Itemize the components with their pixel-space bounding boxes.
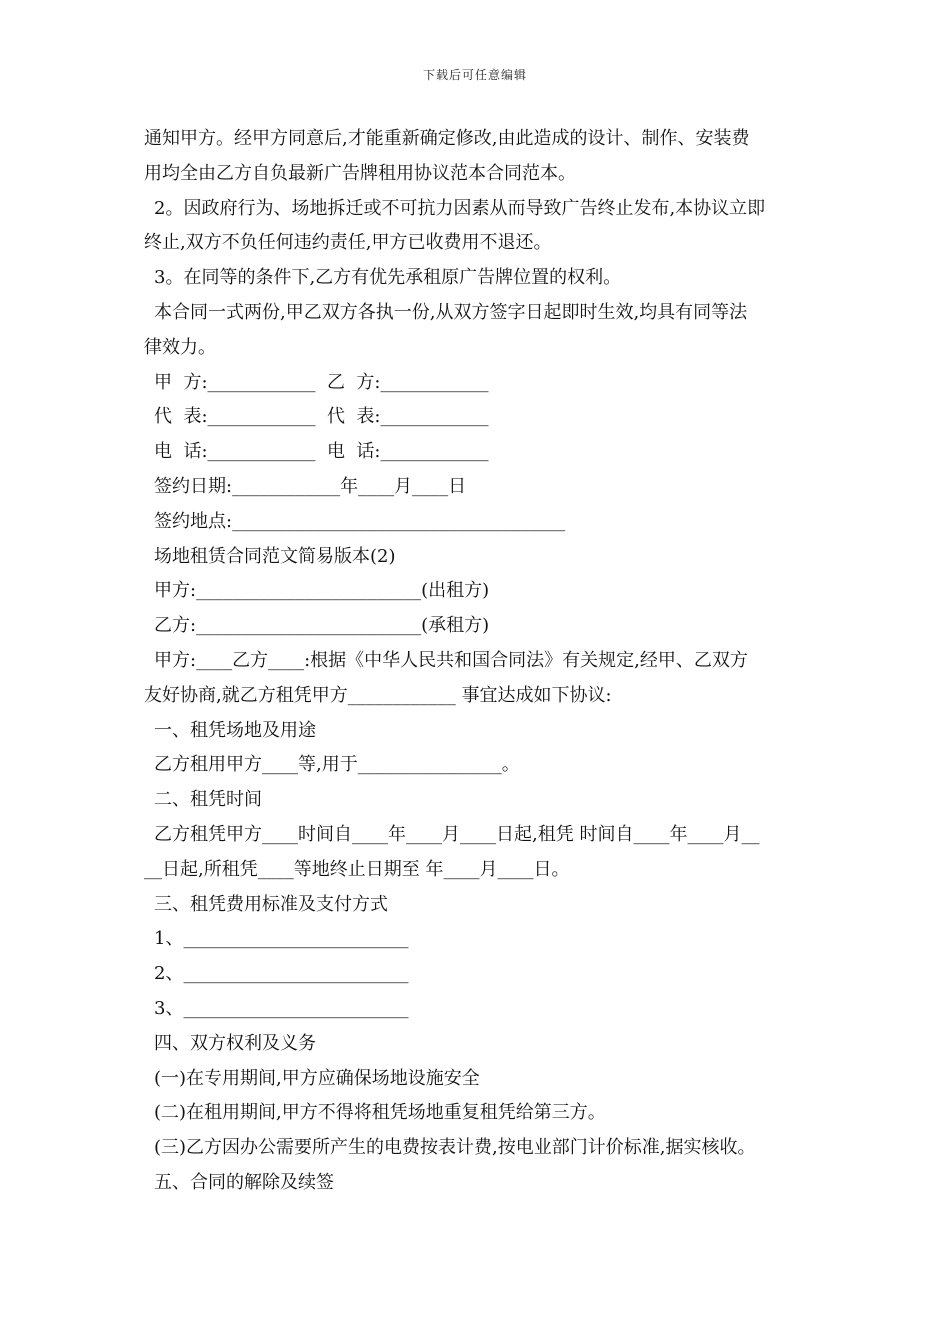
paragraph-line: 五、合同的解除及续签 xyxy=(154,1171,334,1193)
paragraph-line: (二)在租用期间,甲方不得将租凭场地重复租凭给第三方。 xyxy=(154,1102,606,1124)
paragraph-line: 一、租凭场地及用途 xyxy=(154,719,316,741)
paragraph-line: __日起,所租凭____等地终止日期至 年____月____日。 xyxy=(144,858,570,880)
page-header: 下载后可任意编辑 xyxy=(422,68,527,82)
paragraph-line: 签约地点:_____________________________________ xyxy=(154,510,566,532)
paragraph-line: 3。在同等的条件下,乙方有优先承租原广告牌位置的权利。 xyxy=(154,267,622,289)
paragraph-line: 用均全由乙方自负最新广告牌租用协议范本合同范本。 xyxy=(144,162,576,184)
paragraph-line: 3、_________________________ xyxy=(154,997,409,1019)
paragraph-line: 二、租凭时间 xyxy=(154,789,262,811)
paragraph-line: 2、_________________________ xyxy=(154,963,409,985)
paragraph-line: 四、双方权利及义务 xyxy=(154,1032,316,1054)
paragraph-line: 终止,双方不负任何违约责任,甲方已收费用不退还。 xyxy=(144,232,552,254)
paragraph-line: 甲方:____乙方____:根据《中华人民共和国合同法》有关规定,经甲、乙双方 xyxy=(154,649,748,671)
paragraph-line: 1、_________________________ xyxy=(154,928,409,950)
paragraph-line: 乙方:_________________________(承租方) xyxy=(154,615,490,637)
paragraph-line: 本合同一式两份,甲乙双方各执一份,从双方签字日起即时生效,均具有同等法 xyxy=(154,301,748,323)
paragraph-line: 2。因政府行为、场地拆迁或不可抗力因素从而导致广告终止发布,本协议立即 xyxy=(154,197,766,219)
paragraph-line: 电 话:____________ 电 话:____________ xyxy=(154,441,489,463)
paragraph-line: 签约日期:____________年____月____日 xyxy=(154,475,467,497)
paragraph-line: 友好协商,就乙方租凭甲方____________ 事宜达成如下协议: xyxy=(144,684,612,706)
paragraph-line: 甲 方:____________ 乙 方:____________ xyxy=(154,371,489,393)
paragraph-line: (三)乙方因办公需要所产生的电费按表计费,按电业部门计价标准,据实核收。 xyxy=(154,1137,756,1159)
document-body xyxy=(144,122,814,1201)
paragraph-line: 乙方租凭甲方____时间自____年____月____日起,租凭 时间自____年____月__ xyxy=(154,823,760,845)
paragraph-line: 三、租凭费用标准及支付方式 xyxy=(154,893,388,915)
paragraph-line: 律效力。 xyxy=(144,336,216,358)
paragraph-line: 甲方:_________________________(出租方) xyxy=(154,580,490,602)
paragraph-line: 乙方租用甲方____等,用于________________。 xyxy=(154,754,520,776)
paragraph-line: 通知甲方。经甲方同意后,才能重新确定修改,由此造成的设计、制作、安装费 xyxy=(144,128,750,149)
paragraph-line: 场地租赁合同范文简易版本(2) xyxy=(154,545,396,567)
paragraph-line: 代 表:____________ 代 表:____________ xyxy=(154,406,489,428)
paragraph-line: (一)在专用期间,甲方应确保场地设施安全 xyxy=(154,1067,480,1089)
